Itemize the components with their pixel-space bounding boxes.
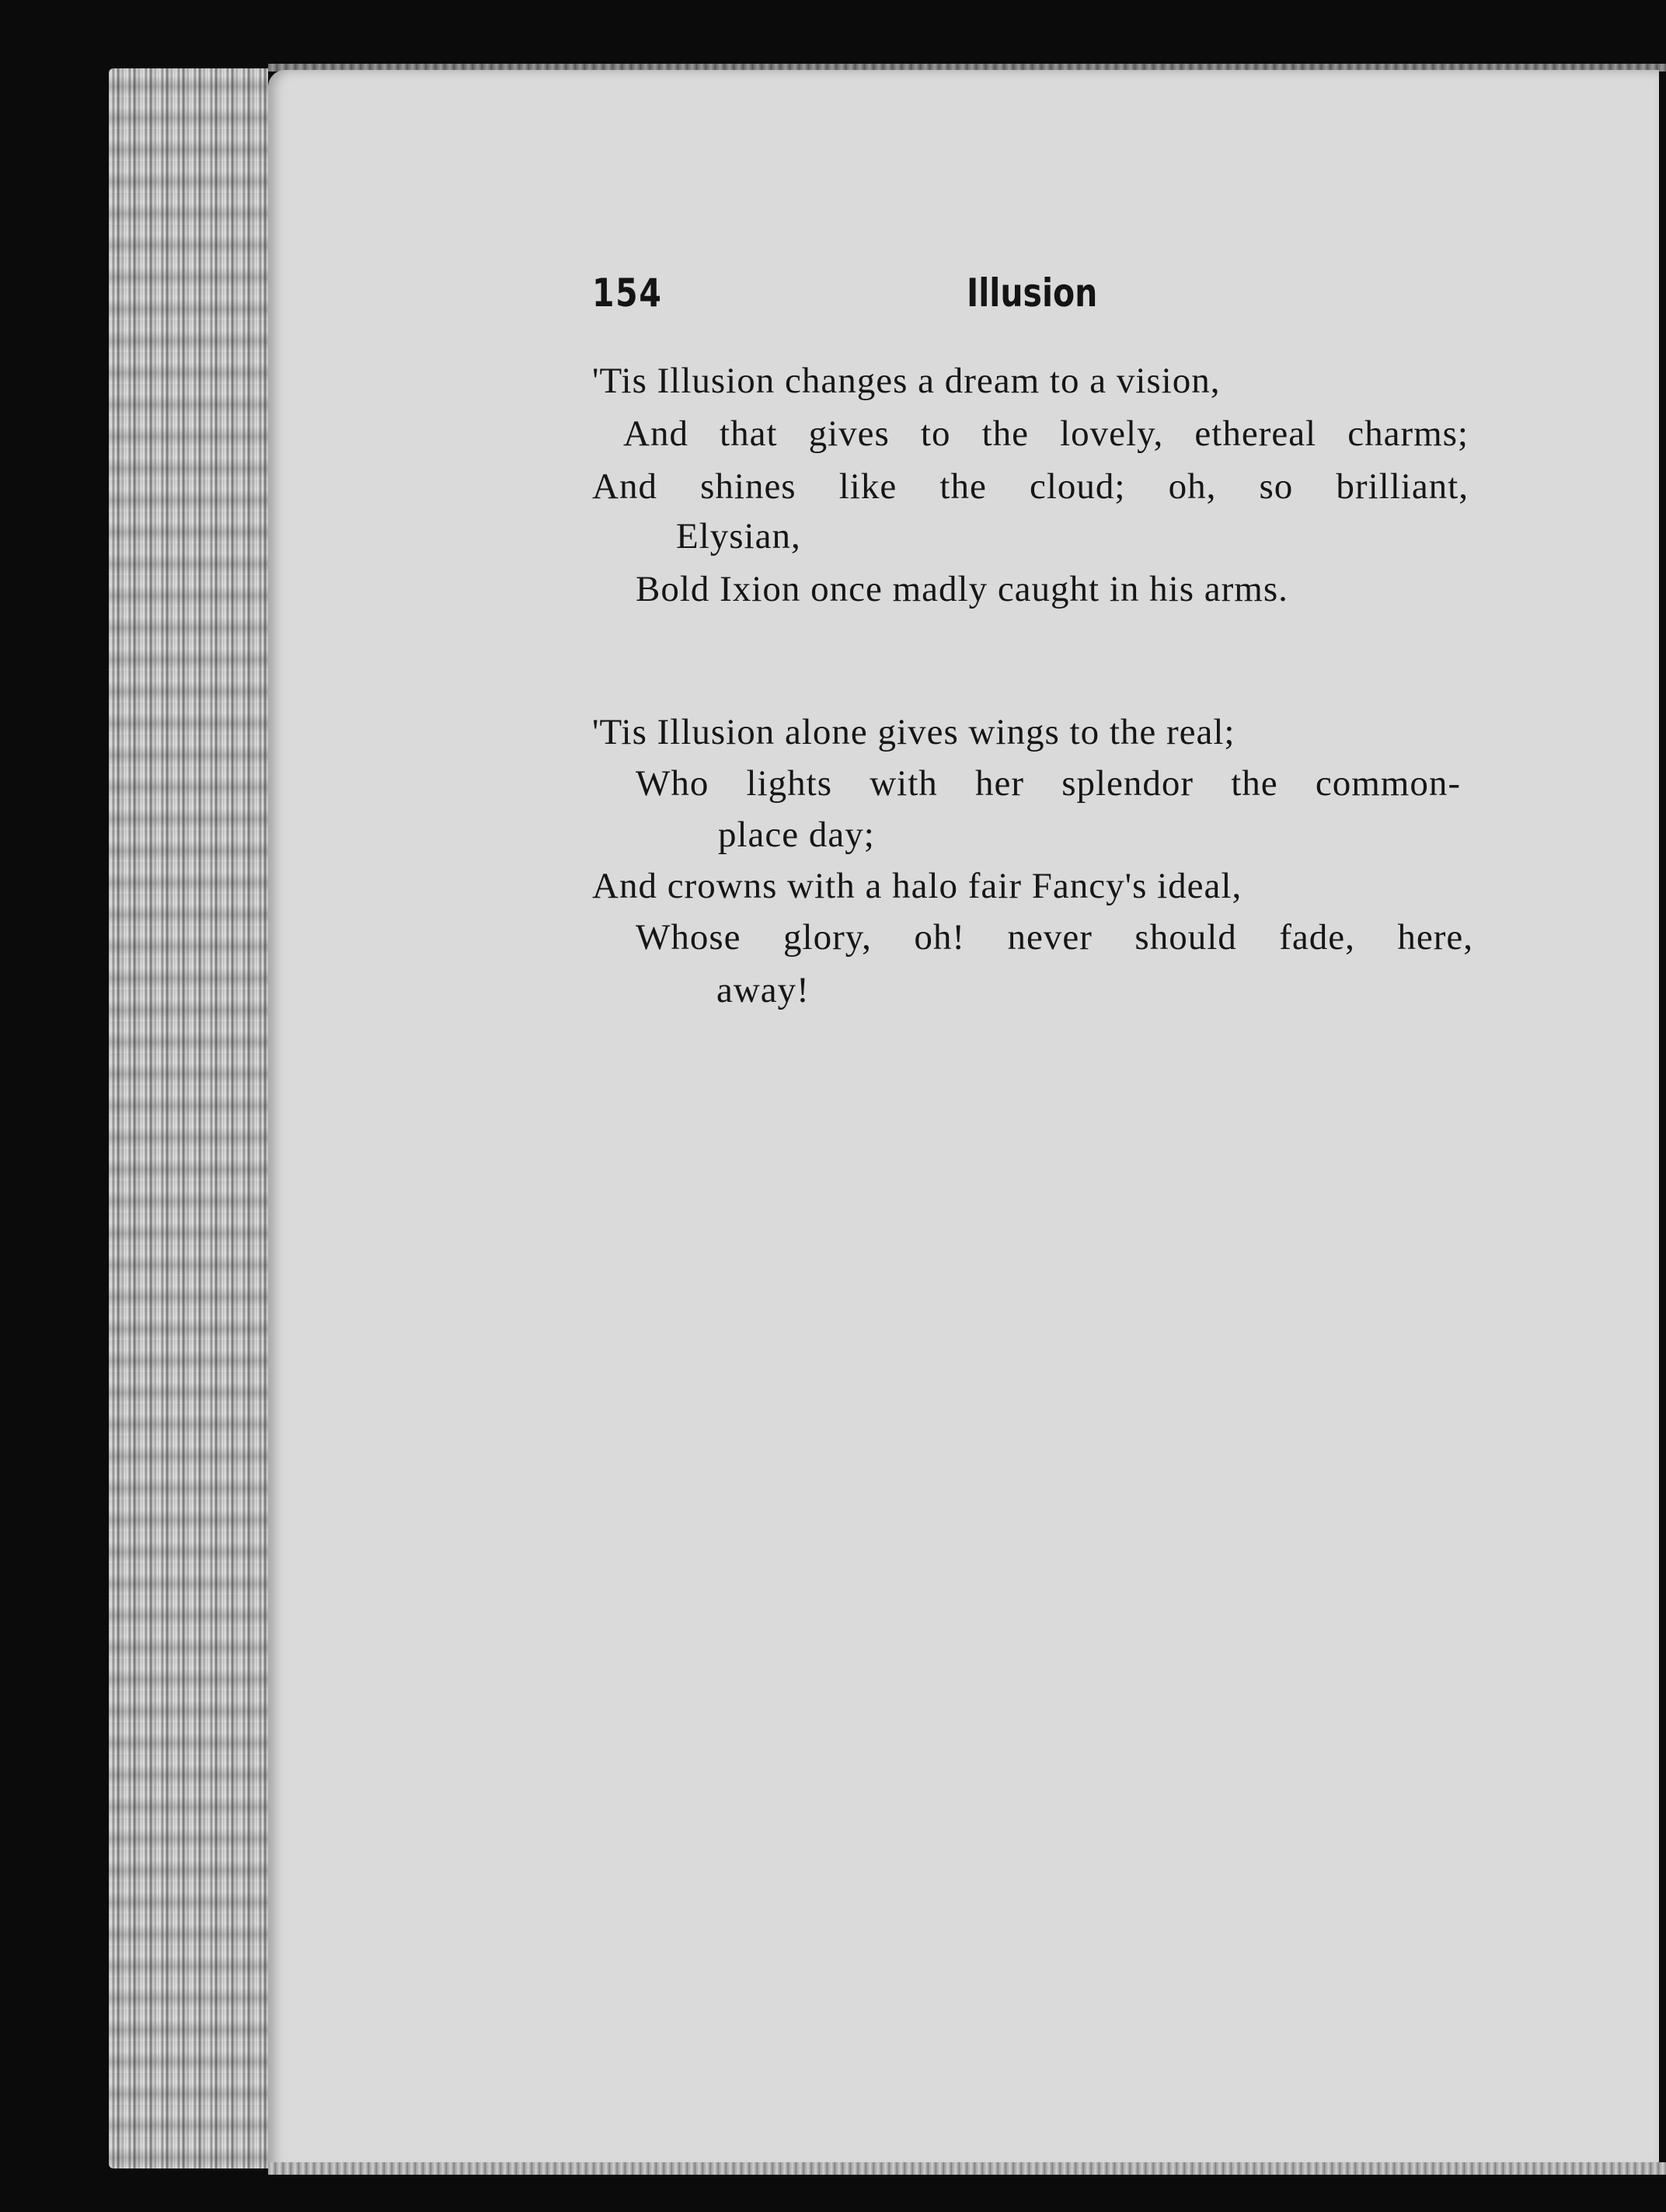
verse-line: 'Tis Illusion alone gives wings to the real; <box>592 712 1236 752</box>
verse-line: 'Tis Illusion changes a dream to a vision, <box>592 361 1221 401</box>
verse-line: away! <box>716 970 810 1010</box>
running-head <box>592 270 1121 320</box>
verse-line: Who lights with her splendor the common- <box>636 763 1461 804</box>
verse-line: And crowns with a halo fair Fancy's ideal, <box>592 866 1243 906</box>
book-page-edge-shading <box>109 68 268 2168</box>
verse-line: place day; <box>718 815 875 855</box>
page-title: Illusion <box>967 270 1098 316</box>
page-number: 154 <box>592 270 663 316</box>
verse-line: Bold Ixion once madly caught in his arms. <box>636 569 1288 609</box>
page-bottom-edge <box>268 2162 1666 2175</box>
verse-line: Elysian, <box>676 516 801 556</box>
verse-line: And that gives to the lovely, ethereal charms; <box>623 413 1469 454</box>
verse-line: And shines like the cloud; oh, so brilliant, <box>592 466 1469 507</box>
verse-line: Whose glory, oh! never should fade, here, <box>636 917 1473 958</box>
